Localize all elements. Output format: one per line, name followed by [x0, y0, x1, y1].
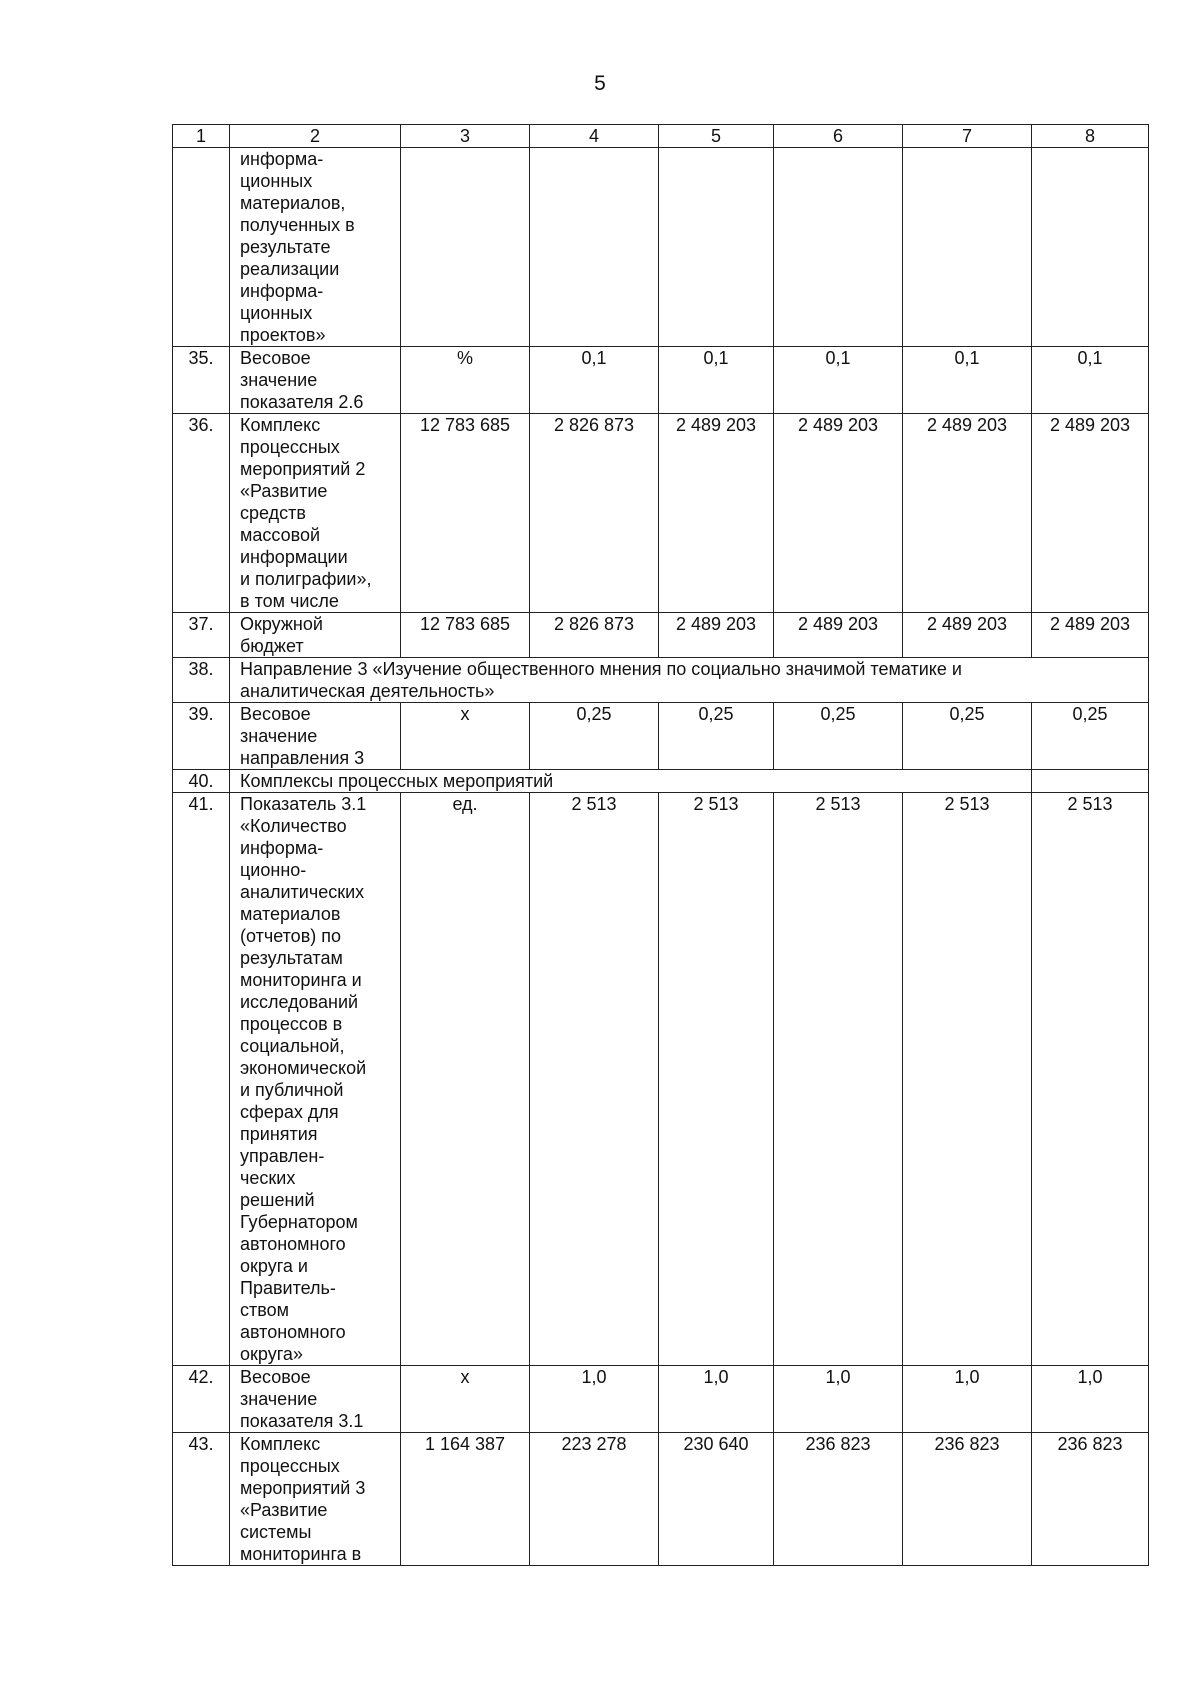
- row-number: 38.: [173, 658, 230, 703]
- row-number: 40.: [173, 770, 230, 793]
- value-cell: 2 489 203: [1032, 613, 1149, 658]
- row-name: Весовое значение показателя 2.6: [230, 347, 401, 414]
- row-name: Окружной бюджет: [230, 613, 401, 658]
- header-cell: 6: [774, 125, 903, 148]
- row-number: 39.: [173, 703, 230, 770]
- value-cell: 0,25: [774, 703, 903, 770]
- value-cell: 12 783 685: [401, 613, 530, 658]
- row-name: Комплекс процессных мероприятий 2 «Развитие средств массовой информации и полиграфии», в том числе: [230, 414, 401, 613]
- value-cell: 236 823: [774, 1433, 903, 1566]
- value-cell: [774, 148, 903, 347]
- value-cell: 2 489 203: [659, 414, 774, 613]
- section-row: [173, 770, 1149, 793]
- value-cell: 236 823: [903, 1433, 1032, 1566]
- value-cell: 2 513: [774, 793, 903, 1366]
- row-number: [173, 148, 230, 347]
- row-number: 43.: [173, 1433, 230, 1566]
- value-cell: 1,0: [530, 1366, 659, 1433]
- value-cell: х: [401, 1366, 530, 1433]
- value-cell: 2 513: [659, 793, 774, 1366]
- value-cell: 2 489 203: [774, 613, 903, 658]
- row-number: 37.: [173, 613, 230, 658]
- table-row: [173, 148, 1149, 347]
- header-cell: 3: [401, 125, 530, 148]
- row-name: Показатель 3.1 «Количество информа- ционно- аналитических материалов (отчетов) по результатам мониторинга и исследований процессов в социальной, экономической и публичной сферах для принятия управлен- ческих решений Губернатором автономного округа и Правитель- ством автономного округа»: [230, 793, 401, 1366]
- header-cell: 7: [903, 125, 1032, 148]
- value-cell: 236 823: [1032, 1433, 1149, 1566]
- value-cell: 0,1: [903, 347, 1032, 414]
- value-cell: 2 826 873: [530, 414, 659, 613]
- value-cell: [530, 148, 659, 347]
- table-row: [173, 347, 1149, 414]
- value-cell: 2 489 203: [903, 414, 1032, 613]
- header-cell: 4: [530, 125, 659, 148]
- data-table: [172, 124, 1149, 1566]
- section-title: Комплексы процессных мероприятий: [230, 770, 1032, 793]
- header-cell: 5: [659, 125, 774, 148]
- value-cell: 12 783 685: [401, 414, 530, 613]
- header-cell: 8: [1032, 125, 1149, 148]
- value-cell: 223 278: [530, 1433, 659, 1566]
- value-cell: 1,0: [774, 1366, 903, 1433]
- value-cell: ед.: [401, 793, 530, 1366]
- value-cell: 2 489 203: [903, 613, 1032, 658]
- value-cell: 0,1: [659, 347, 774, 414]
- value-cell: 1 164 387: [401, 1433, 530, 1566]
- value-cell: 2 489 203: [659, 613, 774, 658]
- value-cell: 2 513: [530, 793, 659, 1366]
- table-row: [173, 1366, 1149, 1433]
- value-cell: 2 513: [1032, 793, 1149, 1366]
- value-cell: 0,1: [1032, 347, 1149, 414]
- value-cell: 0,25: [903, 703, 1032, 770]
- value-cell: 2 826 873: [530, 613, 659, 658]
- table-row: [173, 414, 1149, 613]
- value-cell: 0,25: [530, 703, 659, 770]
- value-cell: [903, 148, 1032, 347]
- section-title: Направление 3 «Изучение общественного мнения по социально значимой тематике и аналитическая деятельность»: [230, 658, 1149, 703]
- row-name: Весовое значение направления 3: [230, 703, 401, 770]
- value-cell: %: [401, 347, 530, 414]
- value-cell: [1032, 148, 1149, 347]
- row-name: Весовое значение показателя 3.1: [230, 1366, 401, 1433]
- table-row: [173, 1433, 1149, 1566]
- value-cell: 1,0: [903, 1366, 1032, 1433]
- row-name: информа- ционных материалов, полученных в результате реализации информа- ционных проектов»: [230, 148, 401, 347]
- value-cell: 2 489 203: [1032, 414, 1149, 613]
- table-row: [173, 613, 1149, 658]
- row-name: Комплекс процессных мероприятий 3 «Развитие системы мониторинга в: [230, 1433, 401, 1566]
- value-cell: 0,25: [659, 703, 774, 770]
- row-number: 42.: [173, 1366, 230, 1433]
- value-cell: х: [401, 703, 530, 770]
- value-cell: 230 640: [659, 1433, 774, 1566]
- value-cell: 2 489 203: [774, 414, 903, 613]
- row-number: 36.: [173, 414, 230, 613]
- value-cell: 0,1: [530, 347, 659, 414]
- row-number: 35.: [173, 347, 230, 414]
- value-cell: 0,25: [1032, 703, 1149, 770]
- table-row: [173, 703, 1149, 770]
- header-row: [173, 125, 1149, 148]
- empty-cell: [1032, 770, 1149, 793]
- header-cell: 2: [230, 125, 401, 148]
- page-number: 5: [594, 72, 606, 95]
- header-cell: 1: [173, 125, 230, 148]
- value-cell: [401, 148, 530, 347]
- value-cell: 2 513: [903, 793, 1032, 1366]
- value-cell: 1,0: [659, 1366, 774, 1433]
- section-row: [173, 658, 1149, 703]
- row-number: 41.: [173, 793, 230, 1366]
- value-cell: [659, 148, 774, 347]
- value-cell: 0,1: [774, 347, 903, 414]
- table-row: [173, 793, 1149, 1366]
- value-cell: 1,0: [1032, 1366, 1149, 1433]
